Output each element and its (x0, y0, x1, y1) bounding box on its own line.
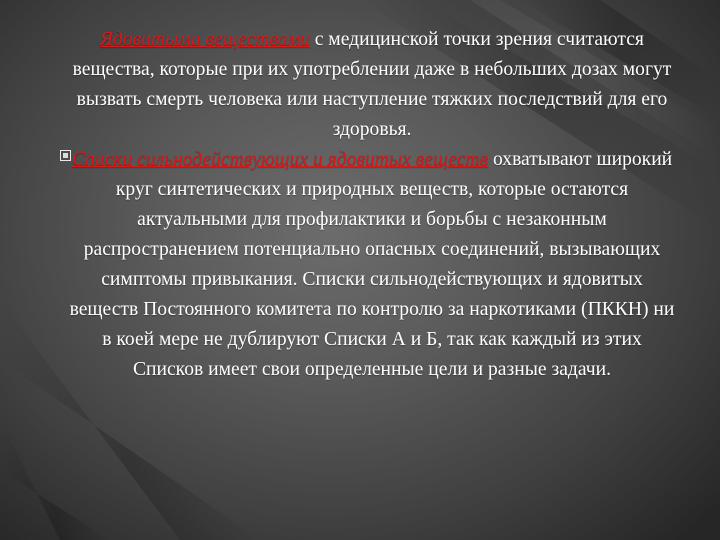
paragraph-lists (66, 145, 678, 385)
slide-text (66, 25, 678, 385)
square-bullet-icon (60, 150, 71, 161)
paragraph-lists-text: охватывают широкий круг синтетических и природных веществ, которые остаются актуальными для профилактики и борьбы с незаконным распространением потенциально опасных соединений, вызывающих симптомы привыкания. Списки сильнодействующих и ядовитых веществ Постоянного комитета по контролю за наркотиками (ПККН) ни в коей мере не дублируют Списки А и Б, так как каждый из этих Списков имеет свои определенные цели и разные задачи. (69, 149, 675, 380)
paragraph-definition-text: с медицинской точки зрения считаются вещества, которые при их употреблении даже в небольших дозах могут вызвать смерть человека или наступление тяжких последствий для его здоровья. (72, 29, 672, 140)
term-poisonous-substances: Ядовитыми веществами (100, 29, 310, 50)
term-lists-of-substances: Списки сильнодействующих и ядовитых веществ (71, 149, 489, 170)
paragraph-definition (66, 25, 678, 145)
